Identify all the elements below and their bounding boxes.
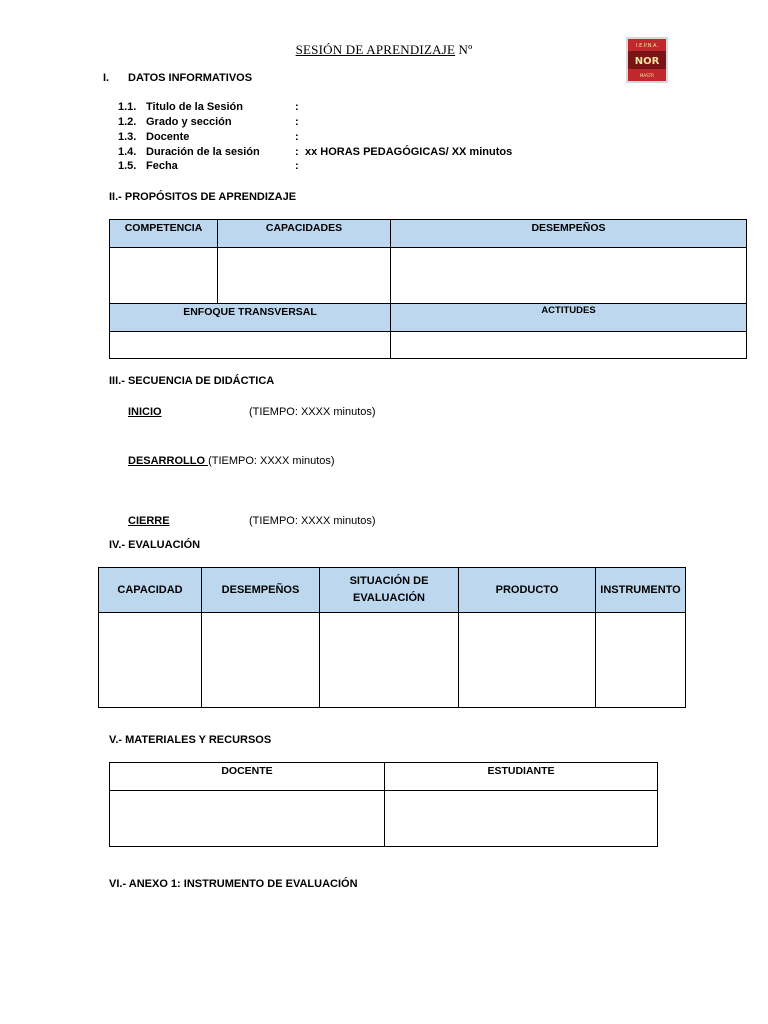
evaluation-table [98, 567, 686, 708]
header-producto: PRODUCTO [459, 568, 596, 613]
item-label: Titulo de la Sesión [146, 101, 243, 113]
purposes-table [109, 219, 747, 359]
desarrollo-line [128, 455, 335, 467]
header-situacion: SITUACIÓN DE EVALUACIÓN [320, 568, 459, 613]
header-enfoque-transversal: ENFOQUE TRANSVERSAL [110, 304, 391, 332]
cierre-time: (TIEMPO: XXXX minutos) [249, 515, 376, 527]
docente-cell[interactable] [110, 791, 385, 847]
item-sep: : [295, 101, 299, 113]
item-sep: : [295, 131, 299, 143]
competencia-cell[interactable] [110, 248, 218, 304]
inicio-label: INICIO [128, 406, 162, 418]
item-value: xx HORAS PEDAGÓGICAS/ XX minutos [305, 146, 513, 158]
section2-heading: II.- PROPÓSITOS DE APRENDIZAJE [109, 191, 297, 203]
section6-heading: VI.- ANEXO 1: INSTRUMENTO DE EVALUACIÓN [109, 878, 358, 890]
section5-heading: V.- MATERIALES Y RECURSOS [109, 734, 272, 746]
header-desempenos: DESEMPEÑOS [391, 220, 747, 248]
item-num: 1.1. [118, 101, 137, 113]
header-instrumento: INSTRUMENTO [596, 568, 686, 613]
item-num: 1.5. [118, 160, 137, 172]
producto-cell[interactable] [459, 613, 596, 708]
header-docente: DOCENTE [110, 763, 385, 791]
inicio-time: (TIEMPO: XXXX minutos) [249, 406, 376, 418]
item-num: 1.2. [118, 116, 137, 128]
section1-heading-num: I. [103, 72, 110, 84]
enfoque-cell[interactable] [110, 332, 391, 359]
situacion-cell[interactable] [320, 613, 459, 708]
estudiante-cell[interactable] [385, 791, 658, 847]
header-desempenos: DESEMPEÑOS [202, 568, 320, 613]
title-main: SESIÓN DE APRENDIZAJE [295, 42, 456, 57]
capacidades-cell[interactable] [218, 248, 391, 304]
item-label: Duración de la sesión [146, 146, 260, 158]
header-estudiante: ESTUDIANTE [385, 763, 658, 791]
instrumento-cell[interactable] [596, 613, 686, 708]
section4-heading: IV.- EVALUACIÓN [109, 539, 201, 551]
item-sep: : [295, 160, 299, 172]
header-actitudes: ACTITUDES [391, 304, 747, 332]
logo-center-text: NOR [634, 56, 660, 67]
desempenos-cell[interactable] [202, 613, 320, 708]
cierre-label: CIERRE [128, 515, 170, 527]
header-capacidades: CAPACIDADES [218, 220, 391, 248]
title-suffix: Nº [455, 42, 473, 57]
actitudes-cell[interactable] [391, 332, 747, 359]
item-sep: : [295, 146, 299, 158]
capacidad-cell[interactable] [99, 613, 202, 708]
item-num: 1.3. [118, 131, 137, 143]
item-num: 1.4. [118, 146, 137, 158]
section3-heading: III.- SECUENCIA DE DIDÁCTICA [109, 375, 275, 387]
section1-heading: DATOS INFORMATIVOS [128, 72, 253, 84]
logo-top-text: I.E.P.N.A. [636, 43, 658, 49]
item-label: Docente [146, 131, 190, 143]
desarrollo-label: DESARROLLO [128, 455, 209, 467]
desempenos-cell[interactable] [391, 248, 747, 304]
item-label: Fecha [146, 160, 178, 172]
desarrollo-time: (TIEMPO: XXXX minutos) [208, 455, 335, 467]
header-competencia: COMPETENCIA [110, 220, 218, 248]
school-logo [626, 37, 668, 83]
logo-bottom-text: MASTR [640, 73, 654, 78]
item-label: Grado y sección [146, 116, 232, 128]
materials-table [109, 762, 658, 847]
item-sep: : [295, 116, 299, 128]
header-capacidad: CAPACIDAD [99, 568, 202, 613]
